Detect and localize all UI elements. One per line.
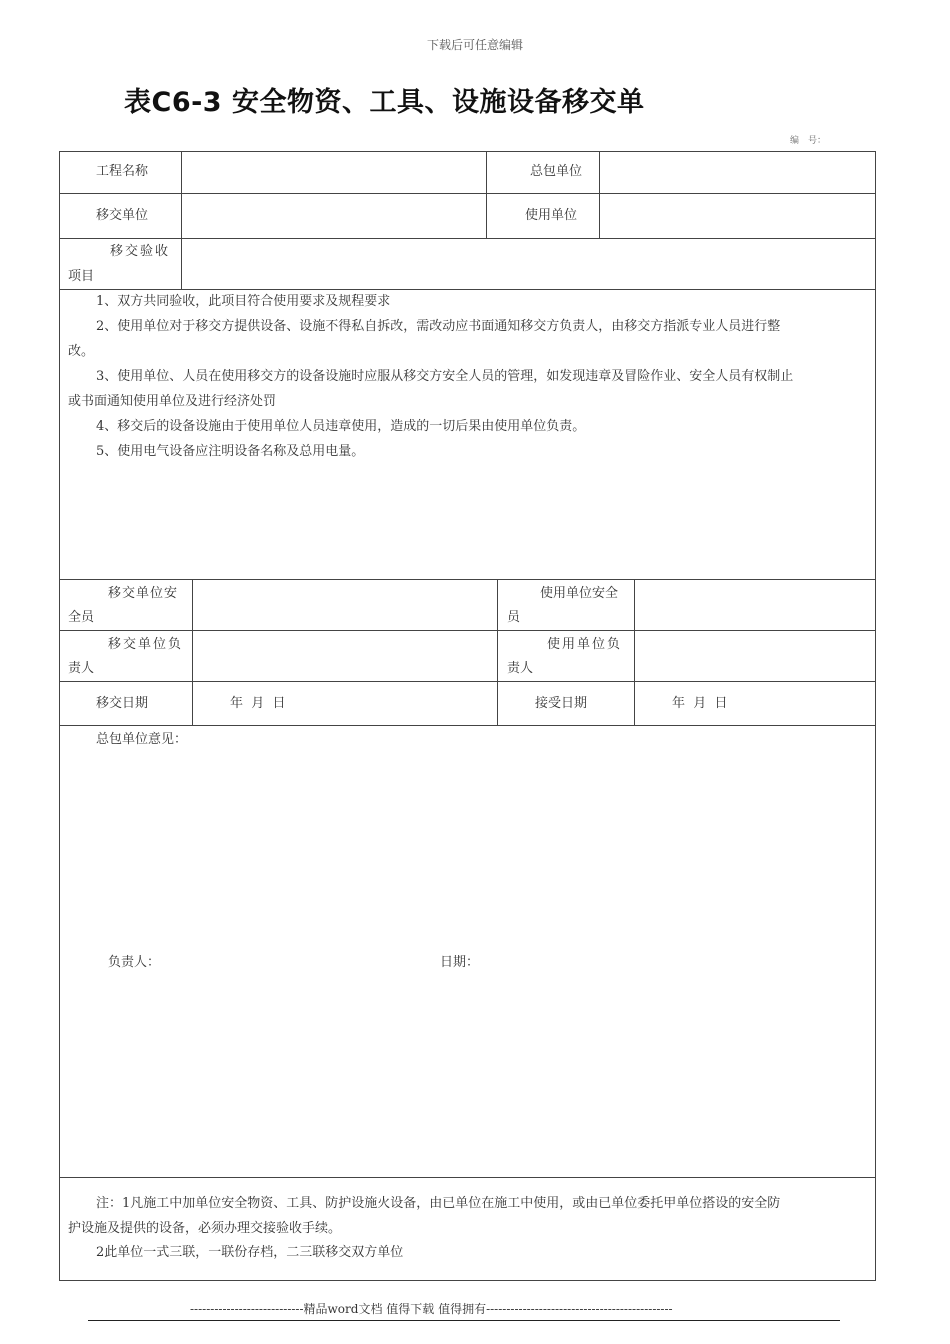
row-divider xyxy=(59,725,876,726)
using-unit-label: 使用单位 xyxy=(525,208,578,223)
transfer-date-label: 移交日期 xyxy=(96,696,149,711)
user-leader-label-line1: 使用单位负 xyxy=(547,637,623,652)
inspection-items-label-line1: 移交验收 xyxy=(110,244,171,259)
column-divider xyxy=(497,579,498,725)
inspection-items-field[interactable] xyxy=(182,239,875,289)
page-header-note: 下载后可任意编辑 xyxy=(426,38,523,52)
transfer-safety-officer-label-line2: 全员 xyxy=(68,610,95,625)
user-leader-field[interactable] xyxy=(635,631,875,681)
transfer-leader-label-line2: 责人 xyxy=(68,661,95,676)
rule-item-continuation: 改。 xyxy=(68,344,95,359)
inspection-items-label-line2: 项目 xyxy=(68,269,95,284)
page-footer: ----------------------------精品word文档 值得下载 值得拥有---------------------------------------------- xyxy=(190,1302,673,1316)
user-safety-officer-label-line2: 员 xyxy=(507,610,521,625)
transfer-date-field[interactable]: 年 月 日 xyxy=(230,696,286,711)
receive-date-field[interactable]: 年 月 日 xyxy=(672,696,728,711)
serial-number-label: 编 号： xyxy=(790,136,827,146)
general-contractor-field[interactable] xyxy=(600,152,875,193)
project-name-field[interactable] xyxy=(182,152,486,193)
note-line-continuation: 护设施及提供的设备，必须办理交接验收手续。 xyxy=(68,1221,342,1236)
rule-item: 4、移交后的设备设施由于使用单位人员违章使用，造成的一切后果由使用单位负责。 xyxy=(96,419,586,434)
user-safety-officer-field[interactable] xyxy=(635,580,875,630)
transfer-safety-officer-field[interactable] xyxy=(193,580,497,630)
rule-item: 3、使用单位、人员在使用移交方的设备设施时应服从移交方安全人员的管理，如发现违章及冒险作业、安全人员有权制止 xyxy=(96,369,794,384)
opinion-date-label: 日期： xyxy=(440,955,480,970)
transfer-unit-field[interactable] xyxy=(182,194,486,238)
rule-item: 1、双方共同验收，此项目符合使用要求及规程要求 xyxy=(96,294,391,309)
general-contractor-opinion-field[interactable] xyxy=(60,752,875,942)
rule-item: 5、使用电气设备应注明设备名称及总用电量。 xyxy=(96,444,365,459)
transfer-leader-label-line1: 移交单位负 xyxy=(108,637,184,652)
rule-item: 2、使用单位对于移交方提供设备、设施不得私自拆改，需改动应书面通知移交方负责人，由移交方指派专业人员进行整 xyxy=(96,319,781,334)
project-name-label: 工程名称 xyxy=(96,164,149,179)
transfer-unit-label: 移交单位 xyxy=(96,208,149,223)
receive-date-label: 接受日期 xyxy=(535,696,588,711)
general-contractor-opinion-heading: 总包单位意见： xyxy=(96,732,188,747)
note-line: 2此单位一式三联，一联份存档，二三联移交双方单位 xyxy=(96,1245,404,1260)
using-unit-field[interactable] xyxy=(600,194,875,238)
rule-item-continuation: 或书面通知使用单位及进行经济处罚 xyxy=(68,394,277,409)
general-contractor-label: 总包单位 xyxy=(530,164,583,179)
opinion-leader-label: 负责人： xyxy=(108,955,161,970)
row-divider xyxy=(59,681,876,682)
transfer-leader-field[interactable] xyxy=(193,631,497,681)
document-title: 表C6-3 安全物资、工具、设施设备移交单 xyxy=(124,87,645,118)
row-divider xyxy=(59,1177,876,1178)
note-line: 注：1凡施工中加单位安全物资、工具、防护设施火设备，由已单位在施工中使用，或由已单位委托甲单位搭设的安全防 xyxy=(96,1196,781,1211)
transfer-safety-officer-label-line1: 移交单位安 xyxy=(108,586,179,601)
user-safety-officer-label-line1: 使用单位安全 xyxy=(540,586,619,601)
user-leader-label-line2: 责人 xyxy=(507,661,534,676)
footer-divider xyxy=(88,1320,840,1321)
column-divider xyxy=(486,151,487,238)
